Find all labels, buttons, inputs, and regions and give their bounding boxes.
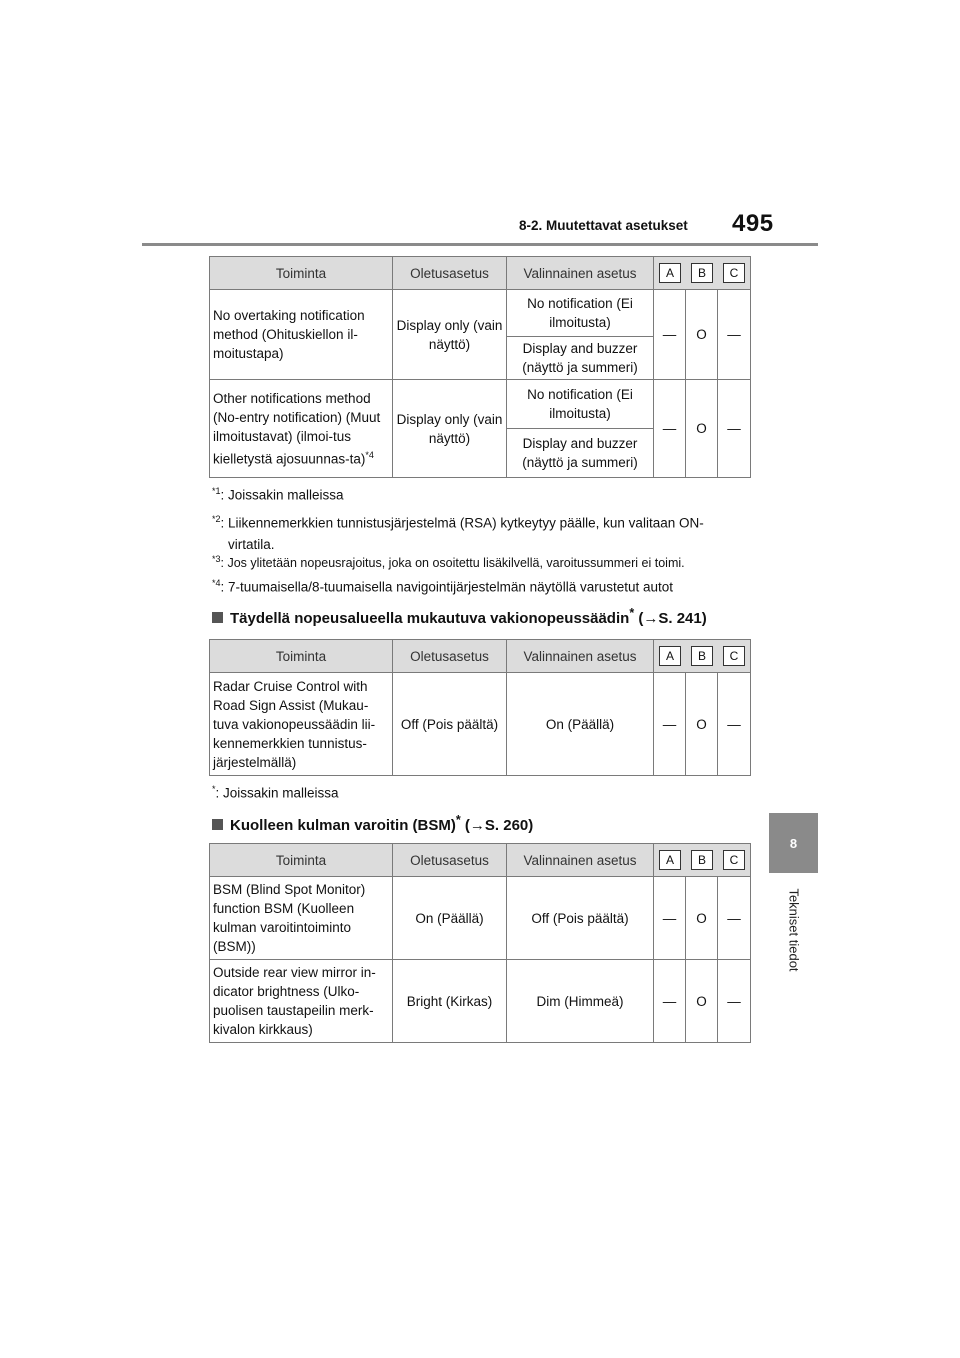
table-header-row — [210, 844, 751, 877]
col-abc-header — [654, 844, 751, 877]
method-b-cell: O — [686, 380, 718, 478]
method-a-cell: — — [654, 673, 686, 776]
bullet-square-icon — [212, 612, 223, 623]
bullet-square-icon — [212, 819, 223, 830]
option-cell: On (Päällä) — [507, 673, 654, 776]
option-cell: Display and buzzer (näyttö ja summeri) — [507, 429, 654, 478]
table-row — [210, 960, 751, 1043]
header-divider — [142, 243, 818, 246]
method-c-cell: — — [718, 877, 751, 960]
function-cell: Outside rear view mirror in-dicator brightness (Ulko-puolisen taustapeilin merk-kivalon kirkkaus) — [210, 960, 393, 1043]
col-abc-header — [654, 640, 751, 673]
default-cell: Bright (Kirkas) — [393, 960, 507, 1043]
option-cell: Off (Pois päältä) — [507, 877, 654, 960]
footnote-1: $^{*1}$: Joissakin malleissa — [212, 486, 344, 503]
default-cell: Off (Pois päältä) — [393, 673, 507, 776]
col-function-header: Toiminta — [210, 640, 393, 673]
table-row — [210, 290, 751, 337]
method-a-label: A — [659, 263, 681, 283]
settings-table-notifications — [209, 256, 751, 478]
method-a-cell: — — [654, 290, 686, 380]
footnote-cruise: *: Joissakin malleissa — [212, 784, 339, 801]
col-optional-header: Valinnainen asetus — [507, 640, 654, 673]
method-b-cell: O — [686, 960, 718, 1043]
method-a-label: A — [659, 646, 681, 666]
table-row — [210, 877, 751, 960]
col-abc-header — [654, 257, 751, 290]
method-a-cell: — — [654, 380, 686, 478]
settings-table-cruise-control — [209, 639, 751, 776]
method-a-label: A — [659, 850, 681, 870]
chapter-label: Tekniset tiedot — [786, 888, 802, 972]
default-cell: Display only (vain näyttö) — [393, 290, 507, 380]
default-cell: On (Päällä) — [393, 877, 507, 960]
function-cell: BSM (Blind Spot Monitor) function BSM (Kuolleen kulman varoitintoiminto (BSM)) — [210, 877, 393, 960]
settings-table-bsm — [209, 843, 751, 1043]
section-heading-cruise-control: Täydellä nopeusalueella mukautuva vakionopeussäädin* (→S. 241) — [212, 606, 707, 627]
col-function-header: Toiminta — [210, 844, 393, 877]
method-c-cell: — — [718, 673, 751, 776]
method-a-cell: — — [654, 877, 686, 960]
default-cell: Display only (vain näyttö) — [393, 380, 507, 478]
method-b-cell: O — [686, 673, 718, 776]
table-row — [210, 380, 751, 429]
col-optional-header: Valinnainen asetus — [507, 844, 654, 877]
footnote-3: $^{*3}$: Jos ylitetään nopeusrajoitus, joka on osoitettu lisäkilvellä, varoitussummeri ei toimi. — [212, 554, 685, 571]
chapter-number: 8 — [789, 835, 798, 851]
chapter-tab[interactable] — [769, 813, 818, 873]
option-cell: No notification (Ei ilmoitusta) — [507, 380, 654, 429]
method-b-label: B — [691, 263, 713, 283]
function-cell: Radar Cruise Control with Road Sign Assist (Mukau-tuva vakionopeussäädin lii-kennemerkkien tunnistus-järjestelmällä) — [210, 673, 393, 776]
function-cell — [210, 380, 393, 478]
method-b-label: B — [691, 646, 713, 666]
option-cell: Dim (Himmeä) — [507, 960, 654, 1043]
method-c-cell: — — [718, 960, 751, 1043]
method-b-cell: O — [686, 290, 718, 380]
table-header-row — [210, 257, 751, 290]
footnote-4: $^{*4}$: 7-tuumaisella/8-tuumaisella navigointijärjestelmän näytöllä varustetut autot — [212, 578, 674, 595]
function-text: Other notifications method (No-entry notification) (Muut ilmoitustavat) (ilmoi-tus kielletystä ajosuunnas-ta) — [213, 390, 381, 467]
method-b-label: B — [691, 850, 713, 870]
method-c-label: C — [723, 850, 745, 870]
col-default-header: Oletusasetus — [393, 844, 507, 877]
section-title: 8-2. Muutettavat asetukset — [519, 218, 688, 233]
method-c-cell: — — [718, 290, 751, 380]
col-default-header: Oletusasetus — [393, 257, 507, 290]
col-optional-header: Valinnainen asetus — [507, 257, 654, 290]
table-row — [210, 673, 751, 776]
option-cell: Display and buzzer (näyttö ja summeri) — [507, 337, 654, 380]
function-cell: No overtaking notification method (Ohituskiellon il-moitustapa) — [210, 290, 393, 380]
method-c-cell: — — [718, 380, 751, 478]
footnote-mark: *4 — [365, 449, 374, 460]
method-a-cell: — — [654, 960, 686, 1043]
col-function-header: Toiminta — [210, 257, 393, 290]
method-b-cell: O — [686, 877, 718, 960]
method-c-label: C — [723, 646, 745, 666]
method-c-label: C — [723, 263, 745, 283]
col-default-header: Oletusasetus — [393, 640, 507, 673]
table-header-row — [210, 640, 751, 673]
section-heading-bsm: Kuolleen kulman varoitin (BSM)* (→S. 260) — [212, 813, 533, 834]
option-cell: No notification (Ei ilmoitusta) — [507, 290, 654, 337]
page-number: 495 — [732, 210, 774, 237]
footnote-2: $^{*2}$: Liikennemerkkien tunnistusjärjestelmä (RSA) kytkeytyy päälle, kun valitaan ON-virtatila. — [212, 514, 704, 552]
